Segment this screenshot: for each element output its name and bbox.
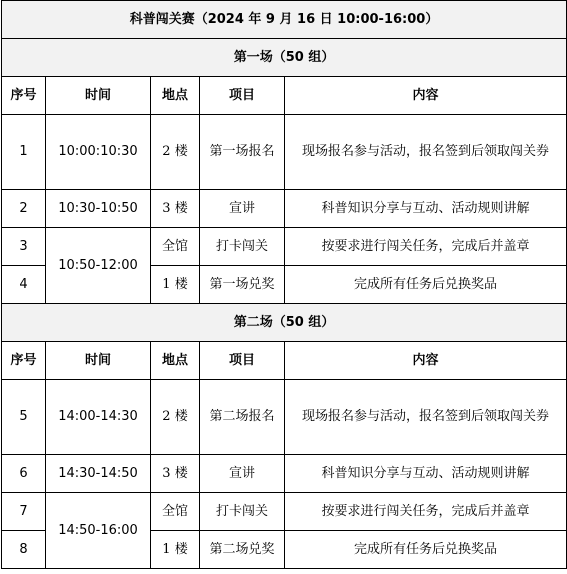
- header-content: 内容: [285, 77, 567, 115]
- row-time: 10:50-12:00: [46, 228, 151, 304]
- table-row: [2, 380, 567, 455]
- row-location: 3 楼: [151, 455, 200, 493]
- header-index: 序号: [2, 77, 46, 115]
- row-time: 10:30-10:50: [46, 190, 151, 228]
- title-row: [2, 1, 567, 39]
- row-location: 2 楼: [151, 115, 200, 190]
- row-content: 按要求进行闯关任务，完成后并盖章: [285, 228, 567, 266]
- row-location: 全馆: [151, 493, 200, 531]
- row-content: 现场报名参与活动，报名签到后领取闯关券: [285, 380, 567, 455]
- row-item: 第二场兑奖: [200, 531, 285, 569]
- table-row: [2, 493, 567, 531]
- column-header-row: [2, 342, 567, 380]
- session-heading-row: [2, 304, 567, 342]
- row-item: 第一场兑奖: [200, 266, 285, 304]
- row-location: 2 楼: [151, 380, 200, 455]
- row-index: 8: [2, 531, 46, 569]
- row-item: 打卡闯关: [200, 228, 285, 266]
- row-index: 1: [2, 115, 46, 190]
- table-row: [2, 455, 567, 493]
- row-index: 5: [2, 380, 46, 455]
- row-index: 4: [2, 266, 46, 304]
- session-label: 第一场（50 组）: [2, 39, 567, 77]
- row-content: 完成所有任务后兑换奖品: [285, 531, 567, 569]
- row-item: 第一场报名: [200, 115, 285, 190]
- header-item: 项目: [200, 342, 285, 380]
- row-index: 6: [2, 455, 46, 493]
- header-index: 序号: [2, 342, 46, 380]
- session-label: 第二场（50 组）: [2, 304, 567, 342]
- header-content: 内容: [285, 342, 567, 380]
- table-row: [2, 190, 567, 228]
- row-time: 14:30-14:50: [46, 455, 151, 493]
- column-header-row: [2, 77, 567, 115]
- header-item: 项目: [200, 77, 285, 115]
- row-index: 3: [2, 228, 46, 266]
- row-content: 科普知识分享与互动、活动规则讲解: [285, 190, 567, 228]
- row-location: 全馆: [151, 228, 200, 266]
- header-location: 地点: [151, 342, 200, 380]
- row-content: 完成所有任务后兑换奖品: [285, 266, 567, 304]
- row-location: 1 楼: [151, 531, 200, 569]
- table-title: 科普闯关赛（2024 年 9 月 16 日 10:00-16:00）: [2, 1, 567, 39]
- row-index: 2: [2, 190, 46, 228]
- row-location: 3 楼: [151, 190, 200, 228]
- row-time: 10:00:10:30: [46, 115, 151, 190]
- row-content: 现场报名参与活动，报名签到后领取闯关券: [285, 115, 567, 190]
- row-time: 14:00-14:30: [46, 380, 151, 455]
- table-row: [2, 228, 567, 266]
- row-content: 按要求进行闯关任务，完成后并盖章: [285, 493, 567, 531]
- header-time: 时间: [46, 342, 151, 380]
- header-location: 地点: [151, 77, 200, 115]
- table-row: [2, 115, 567, 190]
- row-content: 科普知识分享与互动、活动规则讲解: [285, 455, 567, 493]
- header-time: 时间: [46, 77, 151, 115]
- row-item: 打卡闯关: [200, 493, 285, 531]
- row-location: 1 楼: [151, 266, 200, 304]
- session-heading-row: [2, 39, 567, 77]
- row-item: 宣讲: [200, 190, 285, 228]
- schedule-table: [1, 0, 567, 569]
- row-index: 7: [2, 493, 46, 531]
- row-item: 第二场报名: [200, 380, 285, 455]
- row-item: 宣讲: [200, 455, 285, 493]
- row-time: 14:50-16:00: [46, 493, 151, 569]
